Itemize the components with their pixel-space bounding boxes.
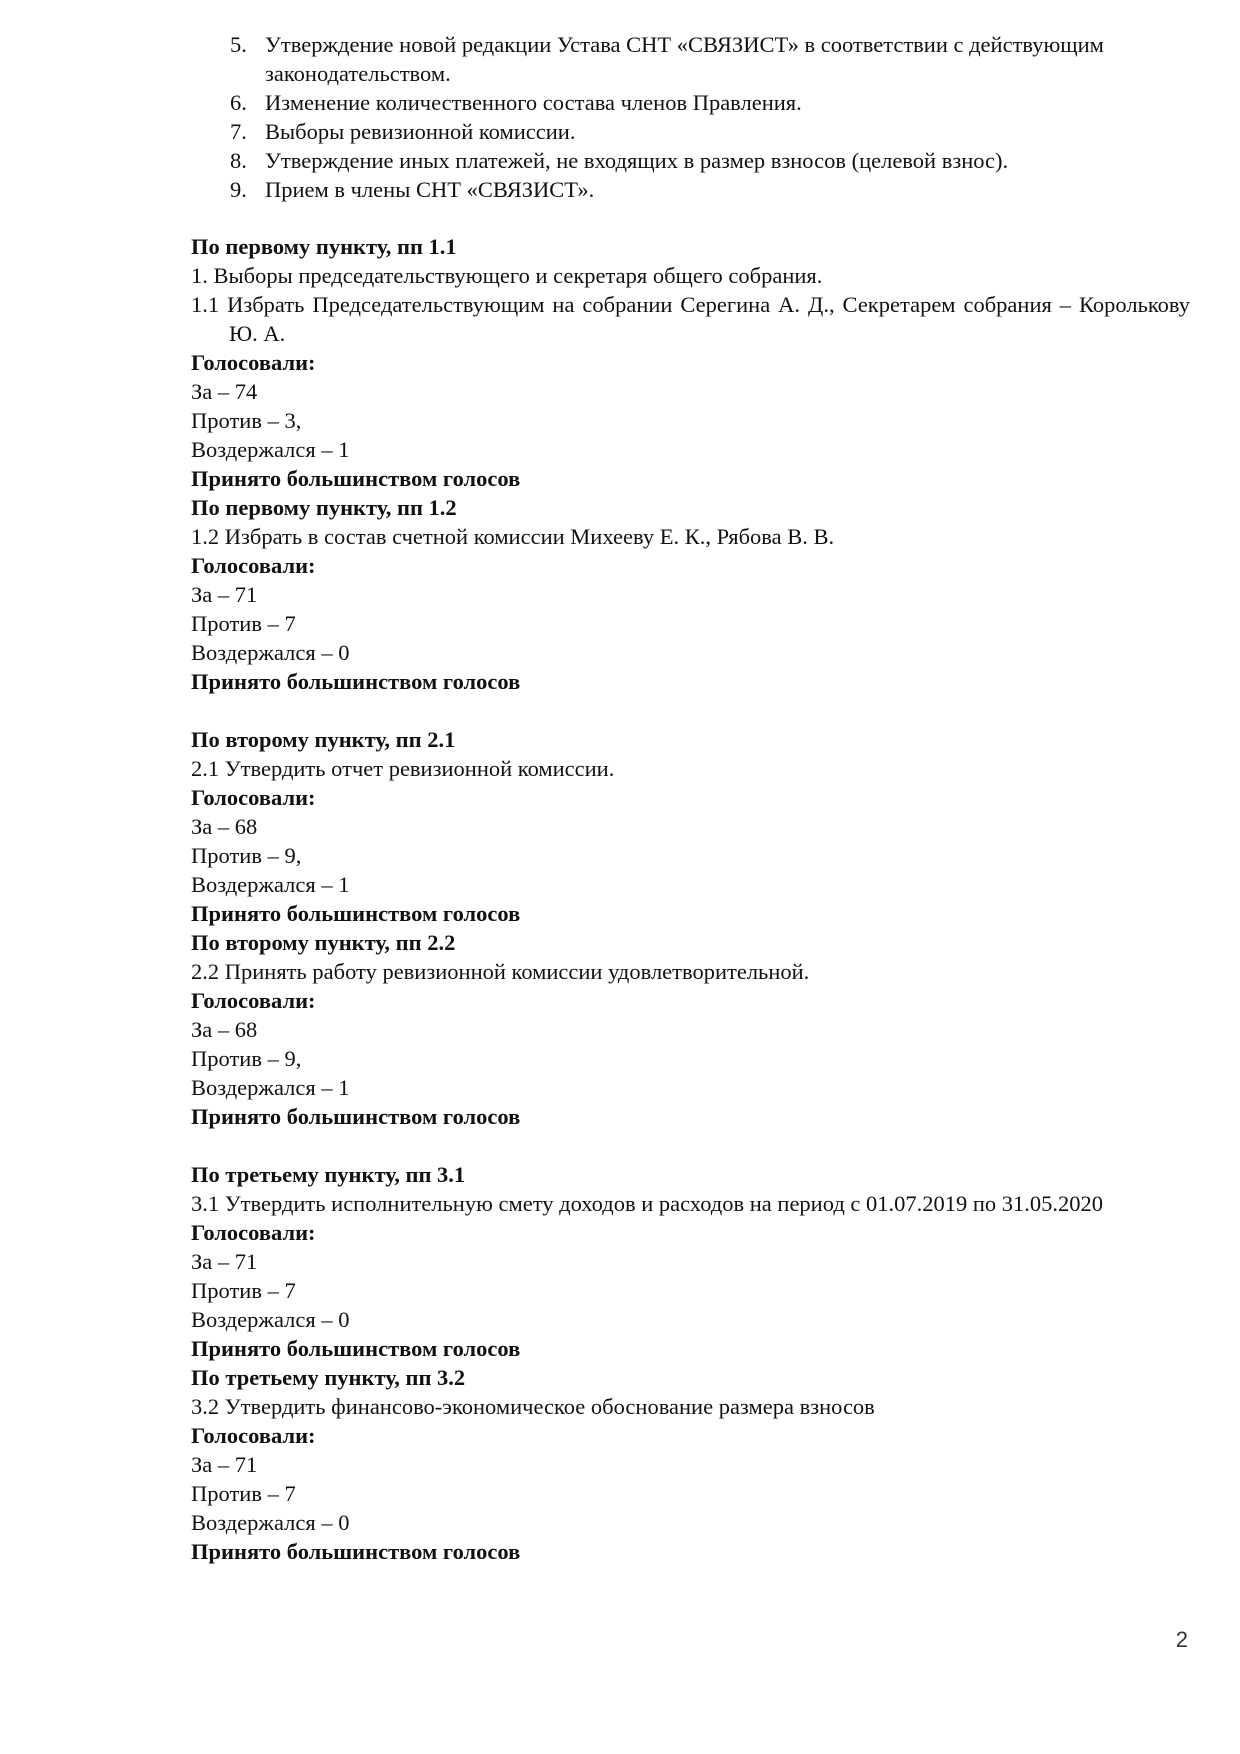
item-intro: 1. Выборы председательствующего и секретаря общего собрания.: [191, 263, 823, 288]
votes-abstained: Воздержался – 1: [191, 1075, 350, 1100]
result-text: Принято большинством голосов: [191, 1104, 521, 1129]
item-heading: По второму пункту, пп 2.1: [191, 727, 456, 752]
agenda-item: [191, 30, 1191, 88]
result-text: Принято большинством голосов: [191, 901, 521, 926]
result-text: Принято большинством голосов: [191, 466, 521, 491]
voting-block-2-2: [191, 928, 1190, 1131]
votes-label: Голосовали:: [191, 1220, 316, 1245]
agenda-number: 6.: [230, 90, 247, 115]
voting-block-1-1: [191, 232, 1190, 493]
motion-text: 2.2 Принять работу ревизионной комиссии удовлетворительной.: [191, 959, 810, 984]
votes-for: За – 71: [191, 1452, 258, 1477]
spacer: [191, 696, 1190, 725]
votes-against: Против – 7: [191, 1278, 296, 1303]
votes-against: Против – 7: [191, 611, 296, 636]
votes-label: Голосовали:: [191, 350, 316, 375]
votes-abstained: Воздержался – 0: [191, 1510, 350, 1535]
motion-text: 2.1 Утвердить отчет ревизионной комиссии.: [191, 756, 615, 781]
votes-label: Голосовали:: [191, 1423, 316, 1448]
votes-for: За – 74: [191, 379, 258, 404]
page-number: 2: [1175, 1627, 1188, 1652]
votes-for: За – 68: [191, 814, 258, 839]
agenda-number: 9.: [230, 177, 247, 202]
item-heading: По первому пункту, пп 1.1: [191, 234, 457, 259]
agenda-text: Утверждение новой редакции Устава СНТ «СВЯЗИСТ» в соответствии с действующим законодательством.: [265, 32, 1104, 86]
item-heading: По третьему пункту, пп 3.1: [191, 1162, 466, 1187]
votes-label: Голосовали:: [191, 553, 316, 578]
motion-text: 3.1 Утвердить исполнительную смету доходов и расходов на период с 01.07.2019 по 31.05.2020: [191, 1191, 1104, 1216]
result-text: Принято большинством голосов: [191, 1336, 521, 1361]
agenda-number: 8.: [230, 148, 247, 173]
agenda-item: [191, 117, 1191, 146]
agenda-number: 5.: [230, 32, 247, 57]
agenda-text: Прием в члены СНТ «СВЯЗИСТ».: [265, 177, 595, 202]
agenda-text: Выборы ревизионной комиссии.: [265, 119, 576, 144]
votes-abstained: Воздержался – 1: [191, 437, 350, 462]
votes-against: Против – 9,: [191, 1046, 302, 1071]
votes-against: Против – 3,: [191, 408, 302, 433]
voting-block-2-1: [191, 725, 1190, 928]
motion-text: 1.2 Избрать в состав счетной комиссии Михееву Е. К., Рябова В. В.: [191, 524, 835, 549]
agenda-text: Утверждение иных платежей, не входящих в размер взносов (целевой взнос).: [265, 148, 1009, 173]
item-heading: По первому пункту, пп 1.2: [191, 495, 457, 520]
agenda-number: 7.: [230, 119, 247, 144]
votes-against: Против – 7: [191, 1481, 296, 1506]
votes-for: За – 71: [191, 1249, 258, 1274]
votes-for: За – 68: [191, 1017, 258, 1042]
agenda-item: [191, 175, 1191, 204]
votes-abstained: Воздержался – 0: [191, 640, 350, 665]
motion-text: 3.2 Утвердить финансово-экономическое обоснование размера взносов: [191, 1394, 875, 1419]
votes-label: Голосовали:: [191, 988, 316, 1013]
result-text: Принято большинством голосов: [191, 669, 521, 694]
spacer: [191, 1131, 1190, 1160]
votes-label: Голосовали:: [191, 785, 316, 810]
result-text: Принято большинством голосов: [191, 1539, 521, 1564]
agenda-list: [191, 30, 1191, 204]
agenda-item: [191, 88, 1191, 117]
item-heading: По второму пункту, пп 2.2: [191, 930, 456, 955]
motion-text: 1.1 Избрать Председательствующим на собрании Серегина А. Д., Секретарем собрания – Королькову Ю. А.: [191, 292, 1190, 346]
votes-abstained: Воздержался – 1: [191, 872, 350, 897]
agenda-text: Изменение количественного состава членов Правления.: [265, 90, 802, 115]
item-heading: По третьему пункту, пп 3.2: [191, 1365, 466, 1390]
voting-block-3-2: [191, 1363, 1190, 1566]
votes-against: Против – 9,: [191, 843, 302, 868]
votes-abstained: Воздержался – 0: [191, 1307, 350, 1332]
voting-results: [191, 232, 1190, 1566]
voting-block-1-2: [191, 493, 1190, 696]
agenda-item: [191, 146, 1191, 175]
votes-for: За – 71: [191, 582, 258, 607]
voting-block-3-1: [191, 1160, 1190, 1363]
